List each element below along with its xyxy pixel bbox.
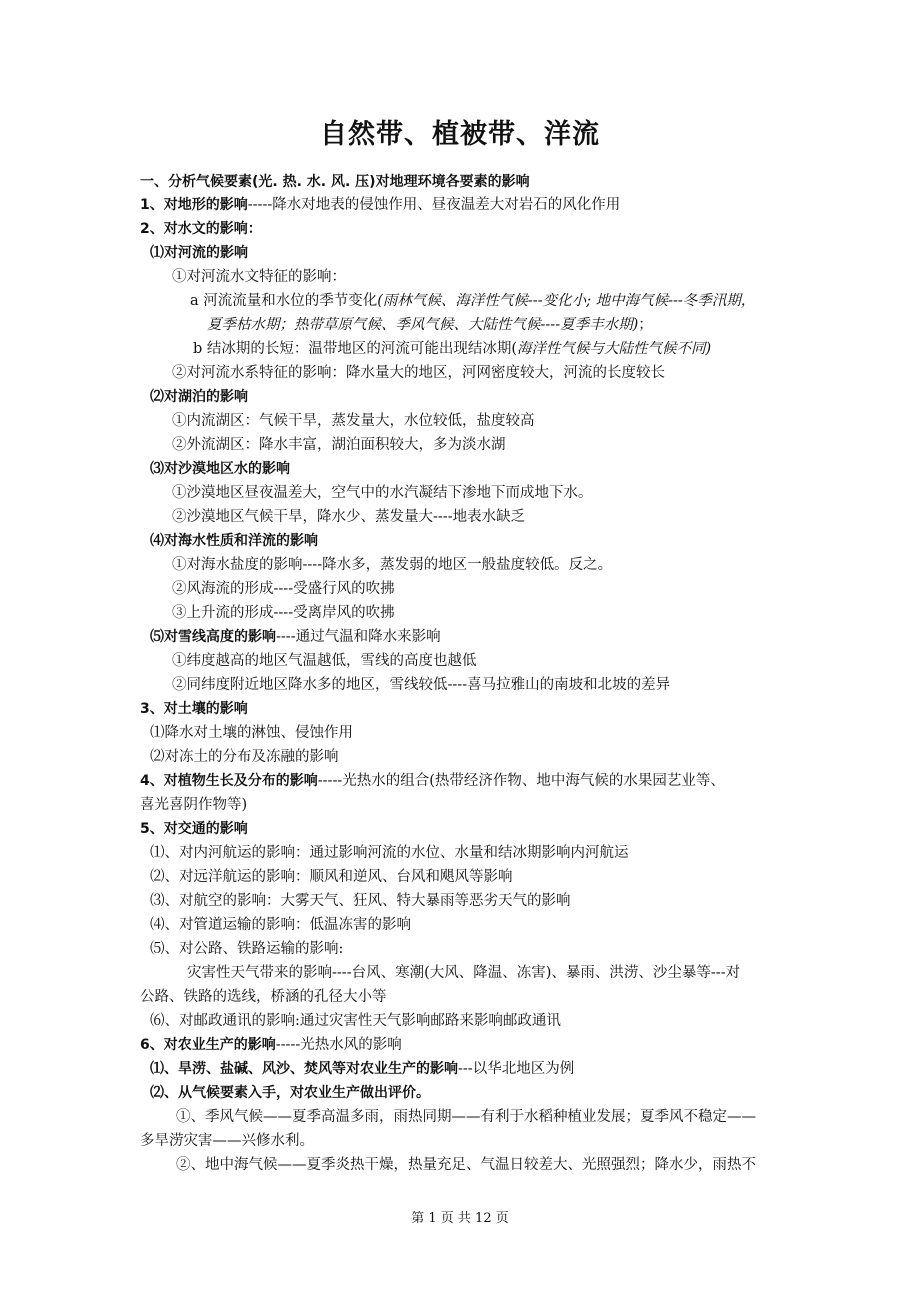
text-line bbox=[140, 987, 387, 1007]
text-run: ⑸、对公路、铁路运输的影响: bbox=[150, 941, 344, 957]
text-line bbox=[193, 339, 711, 359]
text-run: 多旱涝灾害——兴修水利。 bbox=[140, 1133, 314, 1149]
heading-run: 6、对农业生产的影响 bbox=[140, 1037, 276, 1053]
text-run: ①对海水盐度的影响----降水多，蒸发弱的地区一般盐度较低。反之。 bbox=[172, 557, 613, 573]
text-line bbox=[172, 603, 395, 623]
heading-run: 4、对植物生长及分布的影响 bbox=[140, 773, 318, 789]
text-run: ----通过气温和降水来影响 bbox=[276, 629, 441, 645]
text-run: ⑴降水对土壤的淋蚀、侵蚀作用 bbox=[150, 725, 353, 741]
text-run: -----降水对地表的侵蚀作用、昼夜温差大对岩石的风化作用 bbox=[247, 197, 621, 213]
text-run: ①内流湖区：气候干旱，蒸发量大，水位较低，盐度较高 bbox=[172, 413, 535, 429]
text-line bbox=[172, 483, 593, 503]
text-run: ②同纬度附近地区降水多的地区，雪线较低----喜马拉雅山的南坡和北坡的差异 bbox=[172, 677, 671, 693]
text-run: 灾害性天气带来的影响----台风、寒潮(大风、降温、冻害)、暴雨、洪涝、沙尘暴等---对 bbox=[187, 965, 741, 981]
text-line bbox=[140, 771, 725, 791]
heading-run: 2、对水文的影响： bbox=[140, 221, 262, 237]
text-line bbox=[140, 195, 620, 215]
heading-run: ⑶对沙漠地区水的影响 bbox=[150, 461, 290, 477]
text-line bbox=[150, 531, 318, 551]
text-line bbox=[172, 435, 506, 455]
text-line bbox=[150, 1059, 574, 1079]
text-line bbox=[172, 411, 535, 431]
heading-run: ⑵、从气候要素入手，对农业生产做出评价。 bbox=[150, 1085, 430, 1101]
text-run: ⑶、对航空的影响：大雾天气、狂风、特大暴雨等恶劣天气的影响 bbox=[150, 893, 571, 909]
page-footer: 第 1 页 共 12 页 bbox=[411, 1211, 509, 1226]
heading-run: 一、分析气候要素(光. 热. 水. 风. 压)对地理环境各要素的影响 bbox=[140, 174, 530, 190]
italic-run: 海洋性气候与大陆性气候不同) bbox=[517, 341, 712, 357]
text-line bbox=[172, 555, 612, 575]
text-line bbox=[172, 675, 670, 695]
text-run: ②、地中海气候——夏季炎热干燥，热量充足、气温日较差大、光照强烈；降水少，雨热不 bbox=[176, 1157, 756, 1173]
text-line bbox=[172, 579, 395, 599]
text-line bbox=[140, 1035, 402, 1055]
text-line bbox=[150, 939, 343, 959]
text-line bbox=[150, 1083, 430, 1103]
text-run: 喜光喜阴作物等) bbox=[140, 797, 248, 813]
text-run: ②沙漠地区气候干旱，降水少、蒸发量大----地表水缺乏 bbox=[172, 509, 526, 525]
text-line bbox=[150, 915, 411, 935]
text-line bbox=[150, 387, 248, 407]
heading-run: ⑴、旱涝、盐碱、风沙、焚风等对农业生产的影响 bbox=[150, 1061, 458, 1077]
italic-run: (雨林气候、海洋性气候---变化小; 地中海气候---冬季汛期， bbox=[377, 293, 756, 309]
page-title: 自然带、植被带、洋流 bbox=[320, 119, 600, 150]
text-line bbox=[150, 459, 290, 479]
text-line bbox=[150, 891, 571, 911]
text-line bbox=[176, 1107, 756, 1127]
text-line bbox=[150, 843, 629, 863]
text-line bbox=[172, 651, 477, 671]
text-run: -----光热水的组合(热带经济作物、地中海气候的水果园艺业等、 bbox=[317, 773, 725, 789]
text-run: ①沙漠地区昼夜温差大，空气中的水汽凝结下渗地下而成地下水。 bbox=[172, 485, 593, 501]
text-run: ⑵、对远洋航运的影响：顺风和逆风、台风和飓风等影响 bbox=[150, 869, 513, 885]
text-line bbox=[190, 291, 755, 311]
text-line bbox=[150, 1011, 561, 1031]
text-run: a 河流流量和水位的季节变化 bbox=[190, 293, 378, 309]
heading-run: ⑸对雪线高度的影响 bbox=[150, 629, 276, 645]
text-run: ①对河流水文特征的影响： bbox=[172, 269, 346, 285]
text-line bbox=[140, 219, 262, 239]
text-run: ②外流湖区：降水丰富，湖泊面积较大，多为淡水湖 bbox=[172, 437, 506, 453]
text-line bbox=[140, 795, 247, 815]
italic-run: 夏季枯水期；热带草原气候、季风气候、大陆性气候----夏季丰水期) bbox=[207, 317, 639, 333]
text-line bbox=[150, 243, 248, 263]
text-line bbox=[207, 315, 653, 335]
text-run: b 结冰期的长短：温带地区的河流可能出现结冰期( bbox=[193, 341, 518, 357]
text-line bbox=[150, 627, 441, 647]
text-line bbox=[187, 963, 740, 983]
text-line bbox=[140, 172, 530, 192]
text-line bbox=[172, 267, 346, 287]
text-run: ①、季风气候——夏季高温多雨，雨热同期——有利于水稻种植业发展；夏季风不稳定—— bbox=[176, 1109, 756, 1125]
text-run: -----光热水风的影响 bbox=[275, 1037, 402, 1053]
text-line bbox=[150, 867, 513, 887]
heading-run: ⑷对海水性质和洋流的影响 bbox=[150, 533, 318, 549]
text-run: ②对河流水系特征的影响：降水量大的地区，河网密度较大，河流的长度较长 bbox=[172, 365, 665, 381]
heading-run: ⑴对河流的影响 bbox=[150, 245, 248, 261]
heading-run: 5、对交通的影响 bbox=[140, 821, 248, 837]
text-run: ⑵对冻土的分布及冻融的影响 bbox=[150, 749, 339, 765]
heading-run: 3、对土壤的影响 bbox=[140, 701, 248, 717]
text-run: ⑴、对内河航运的影响：通过影响河流的水位、水量和结冰期影响内河航运 bbox=[150, 845, 629, 861]
text-run: ①纬度越高的地区气温越低，雪线的高度也越低 bbox=[172, 653, 477, 669]
text-line bbox=[172, 363, 665, 383]
text-run: 公路、铁路的选线，桥涵的孔径大小等 bbox=[140, 989, 387, 1005]
text-run: ⑹、对邮政通讯的影响:通过灾害性天气影响邮路来影响邮政通讯 bbox=[150, 1013, 561, 1029]
heading-run: ⑵对湖泊的影响 bbox=[150, 389, 248, 405]
text-run: ； bbox=[638, 317, 653, 333]
text-run: ③上升流的形成----受离岸风的吹拂 bbox=[172, 605, 395, 621]
text-line bbox=[172, 507, 525, 527]
text-line bbox=[140, 699, 248, 719]
text-run: ②风海流的形成----受盛行风的吹拂 bbox=[172, 581, 395, 597]
text-line bbox=[176, 1155, 756, 1175]
text-run: ---以华北地区为例 bbox=[458, 1061, 575, 1077]
text-line bbox=[150, 747, 339, 767]
text-line bbox=[140, 1131, 314, 1151]
heading-run: 1、对地形的影响 bbox=[140, 197, 248, 213]
text-run: ⑷、对管道运输的影响：低温冻害的影响 bbox=[150, 917, 411, 933]
text-line bbox=[150, 723, 353, 743]
text-line bbox=[140, 819, 248, 839]
